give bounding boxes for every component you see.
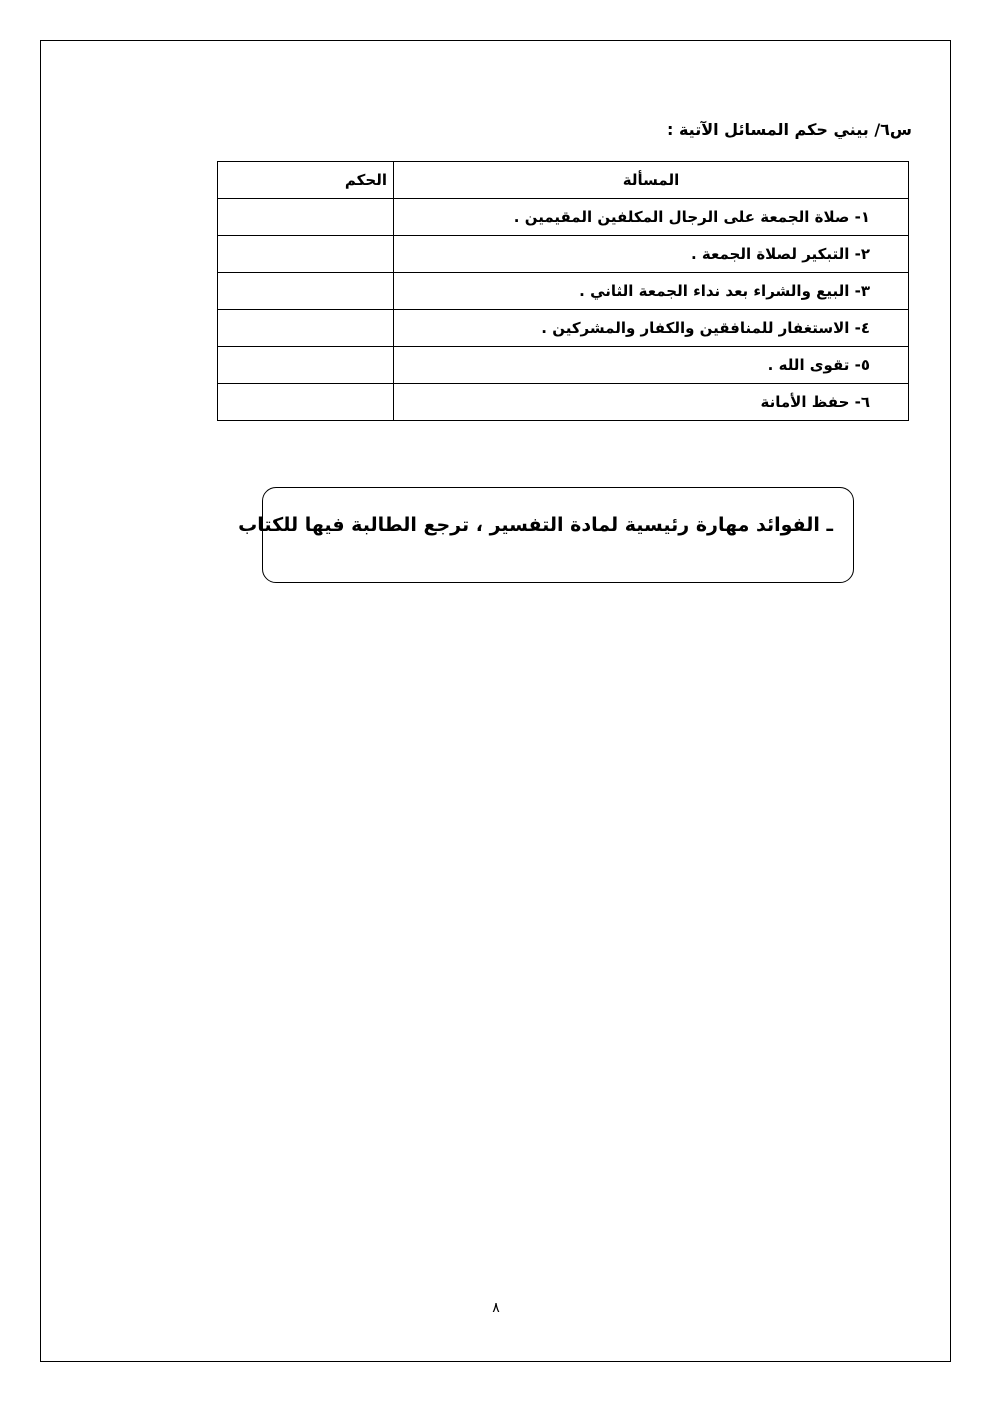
rulings-table <box>217 161 909 421</box>
ruling-cell[interactable] <box>218 310 394 347</box>
ruling-cell[interactable] <box>218 273 394 310</box>
issue-cell: ٢- التبكير لصلاة الجمعة . <box>394 236 909 273</box>
ruling-cell[interactable] <box>218 199 394 236</box>
table-row <box>218 236 909 273</box>
note-box <box>238 487 854 583</box>
table-row <box>218 273 909 310</box>
page-number: ٨ <box>492 1300 500 1316</box>
issue-cell: ٥- تقوى الله . <box>394 347 909 384</box>
table-row <box>218 199 909 236</box>
ruling-cell[interactable] <box>218 384 394 421</box>
issue-cell: ٤- الاستغفار للمنافقين والكفار والمشركين . <box>394 310 909 347</box>
issue-cell: ٦- حفظ الأمانة <box>394 384 909 421</box>
table-row <box>218 310 909 347</box>
issue-cell: ١- صلاة الجمعة على الرجال المكلفين المقيمين . <box>394 199 909 236</box>
ruling-cell[interactable] <box>218 347 394 384</box>
issue-cell: ٣- البيع والشراء بعد نداء الجمعة الثاني . <box>394 273 909 310</box>
table-row <box>218 347 909 384</box>
question-title: س٦/ بيني حكم المسائل الآتية : <box>666 120 912 139</box>
table-header-row <box>218 162 909 199</box>
ruling-cell[interactable] <box>218 236 394 273</box>
table-row <box>218 384 909 421</box>
header-ruling: الحكم <box>218 162 394 199</box>
note-text: ـ الفوائد مهارة رئيسية لمادة التفسير ، ترجع الطالبة فيها للكتاب <box>238 514 833 536</box>
header-issue: المسألة <box>394 162 909 199</box>
